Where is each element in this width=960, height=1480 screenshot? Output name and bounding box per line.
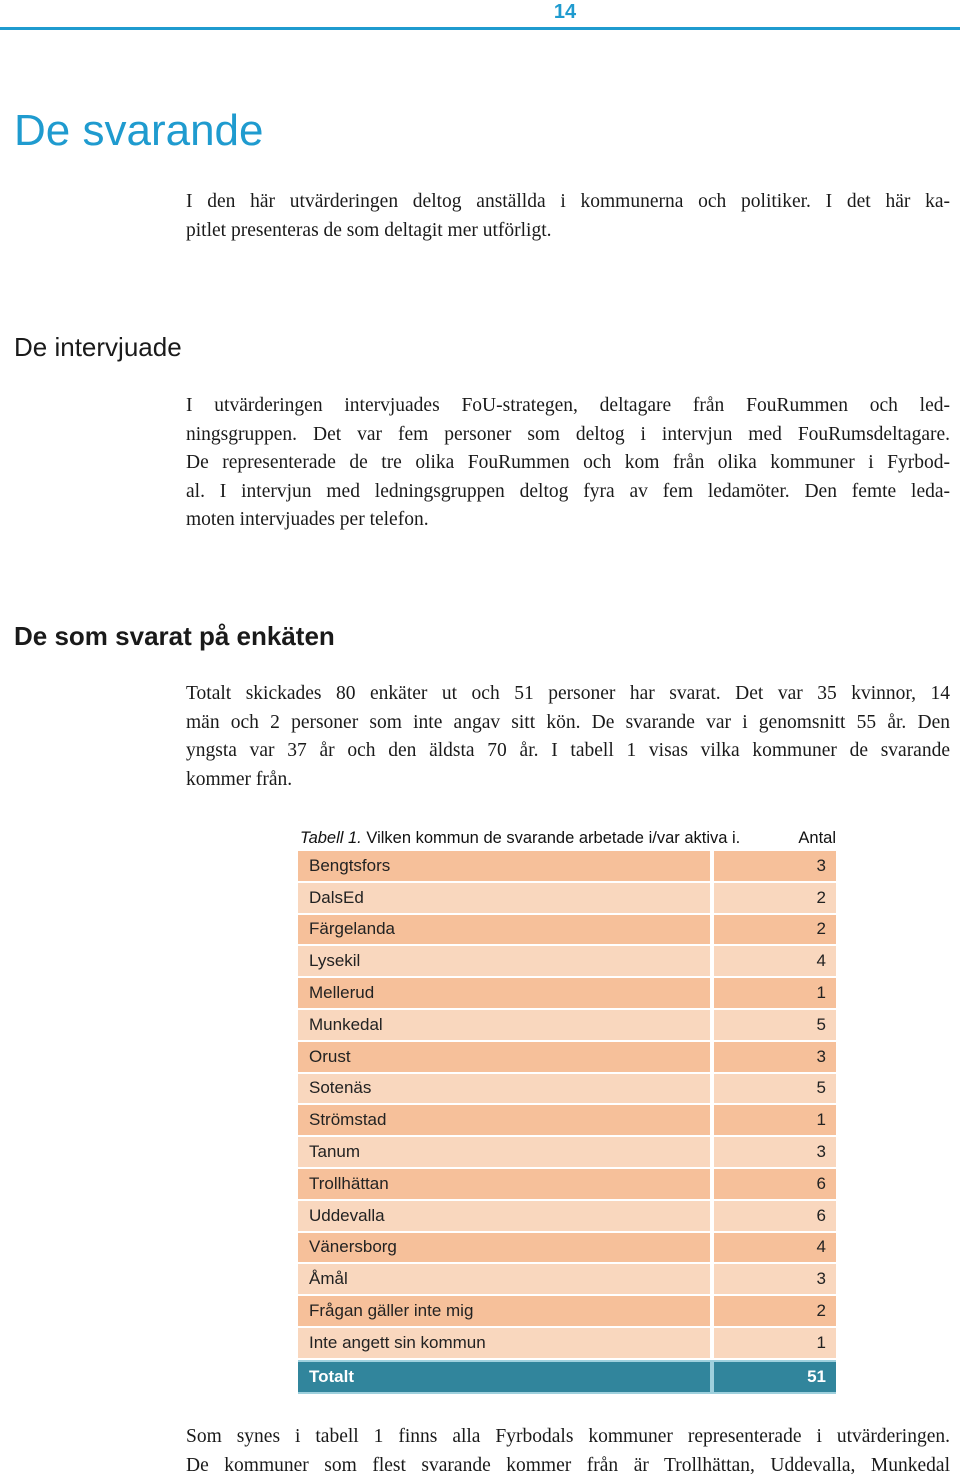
municipality-table: [298, 851, 836, 1394]
municipality-name: Trollhättan: [298, 1169, 714, 1201]
header-rule: [0, 27, 960, 30]
paragraph-line: De representerade de tre olika FouRummen och kom från olika kommuner i Fyrbod-: [186, 452, 950, 474]
table-row: [298, 883, 836, 915]
table-caption: [300, 828, 840, 848]
municipality-name: Vänersborg: [298, 1233, 714, 1265]
table-caption-label: Tabell 1.: [300, 829, 362, 847]
intro-paragraph: [186, 188, 950, 245]
respondent-count: 3: [714, 1042, 836, 1074]
table-total-row: [298, 1360, 836, 1394]
municipality-name: Lysekil: [298, 946, 714, 978]
table-row: [298, 1137, 836, 1169]
respondent-count: 4: [714, 1233, 836, 1265]
paragraph-line: Som synes i tabell 1 finns alla Fyrbodals kommuner representerade i utvärderingen.: [186, 1426, 950, 1447]
table-row: [298, 1296, 836, 1328]
municipality-name: Tanum: [298, 1137, 714, 1169]
municipality-name: Sotenäs: [298, 1074, 714, 1106]
closing-paragraph: [186, 1423, 950, 1480]
paragraph-line: moten intervjuades per telefon.: [186, 509, 429, 531]
respondent-count: 4: [714, 946, 836, 978]
paragraph-line: ningsgruppen. Det var fem personer som deltog i intervjun med FouRumsdeltagare.: [186, 423, 950, 445]
municipality-name: Mellerud: [298, 978, 714, 1010]
municipality-name: Munkedal: [298, 1010, 714, 1042]
paragraph-line: al. I intervjun med ledningsgruppen deltog fyra av fem ledamöter. Den femte leda-: [186, 480, 950, 502]
table-caption-text: Vilken kommun de svarande arbetade i/var aktiva i.: [361, 829, 741, 847]
municipality-name: Färgelanda: [298, 915, 714, 947]
paragraph-line: I utvärderingen intervjuades FoU-strategen, deltagare från FouRummen och led-: [186, 395, 950, 416]
paragraph-line: män och 2 personer som inte angav sitt kön. De svarande var i genomsnitt 55 år. Den: [186, 711, 950, 733]
respondent-count: 3: [714, 1137, 836, 1169]
respondent-count: 2: [714, 915, 836, 947]
paragraph-line: Totalt skickades 80 enkäter ut och 51 personer har svarat. Det var 35 kvinnor, 14: [186, 683, 950, 704]
respondent-count: 1: [714, 978, 836, 1010]
respondent-count: 2: [714, 1296, 836, 1328]
respondent-count: 5: [714, 1010, 836, 1042]
table-row: [298, 1233, 836, 1265]
paragraph-line: De kommuner som flest svarande kommer från är Trollhättan, Uddevalla, Munkedal: [186, 1454, 950, 1476]
page-number: 14: [553, 1, 577, 23]
municipality-name: Inte angett sin kommun: [298, 1328, 714, 1360]
municipality-name: Åmål: [298, 1264, 714, 1296]
table-row: [298, 978, 836, 1010]
table-unit-header: Antal: [798, 829, 836, 847]
paragraph-line: kommer från.: [186, 768, 293, 790]
table-row: [298, 1105, 836, 1137]
total-label: Totalt: [298, 1360, 714, 1394]
table-row: [298, 946, 836, 978]
table-row: [298, 1169, 836, 1201]
respondent-count: 6: [714, 1201, 836, 1233]
respondent-count: 5: [714, 1074, 836, 1106]
municipality-name: DalsEd: [298, 883, 714, 915]
municipality-name: Bengtsfors: [298, 851, 714, 883]
municipality-name: Orust: [298, 1042, 714, 1074]
table-row: [298, 851, 836, 883]
respondent-count: 1: [714, 1328, 836, 1360]
table-row: [298, 1328, 836, 1360]
section-heading-enkaten: De som svarat på enkäten: [14, 621, 335, 651]
table-row: [298, 1264, 836, 1296]
municipality-name: Frågan gäller inte mig: [298, 1296, 714, 1328]
table-row: [298, 1074, 836, 1106]
intro-line: pitlet presenteras de som deltagit mer utförligt.: [186, 219, 552, 241]
respondent-count: 1: [714, 1105, 836, 1137]
section-heading-intervjuade: De intervjuade: [14, 332, 182, 362]
table-row: [298, 1042, 836, 1074]
respondent-count: 3: [714, 851, 836, 883]
respondent-count: 6: [714, 1169, 836, 1201]
intro-line: I den här utvärderingen deltog anställda i kommunerna och politiker. I det här ka-: [186, 191, 950, 212]
paragraph-line: yngsta var 37 år och den äldsta 70 år. I tabell 1 visas vilka kommuner de svarande: [186, 740, 950, 762]
table-row: [298, 1201, 836, 1233]
enkaten-paragraph: [186, 680, 950, 794]
chapter-title: De svarande: [14, 106, 264, 155]
total-value: 51: [714, 1360, 836, 1394]
municipality-name: Uddevalla: [298, 1201, 714, 1233]
respondent-count: 2: [714, 883, 836, 915]
respondent-count: 3: [714, 1264, 836, 1296]
table-row: [298, 1010, 836, 1042]
municipality-name: Strömstad: [298, 1105, 714, 1137]
intervjuade-paragraph: [186, 392, 950, 535]
table-row: [298, 915, 836, 947]
